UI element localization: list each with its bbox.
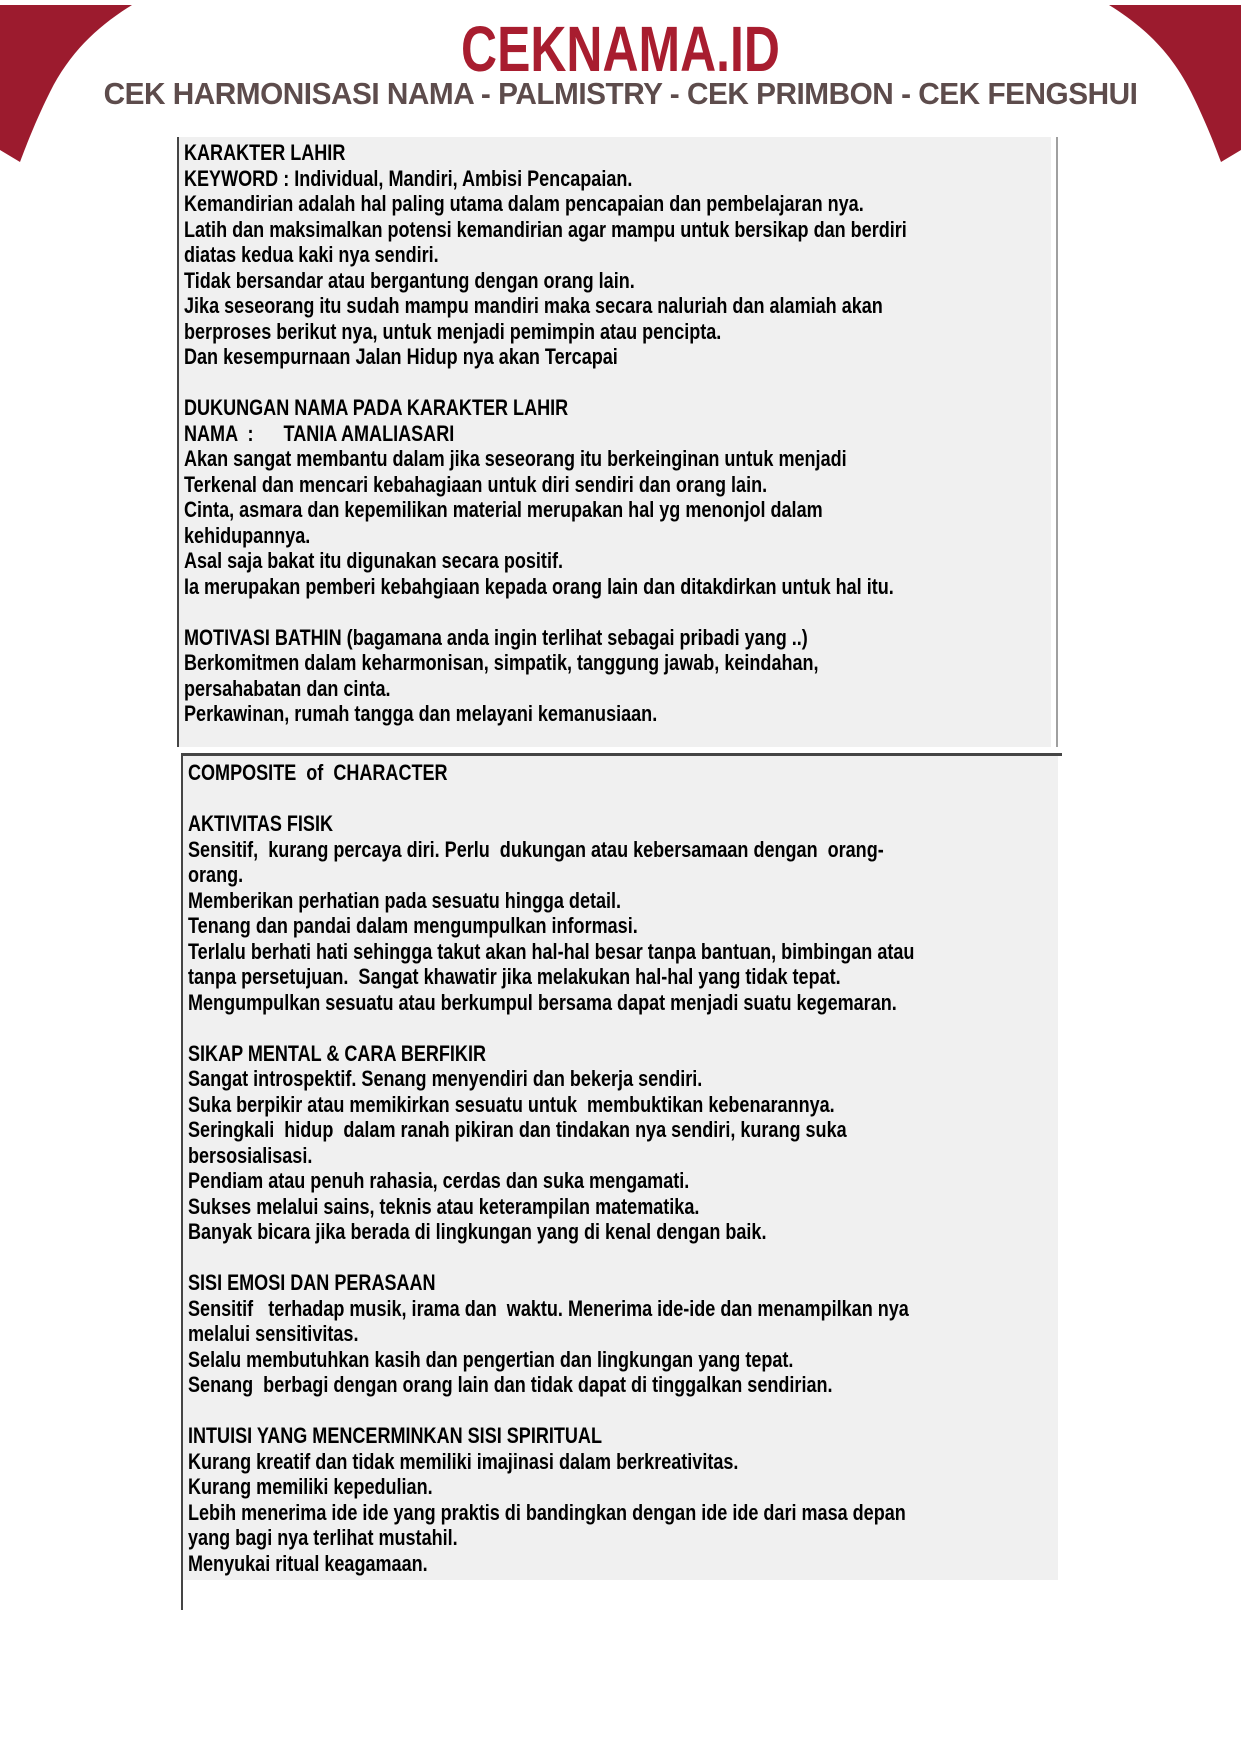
text-line: Terlalu berhati hati sehingga takut akan hal-hal besar tanpa bantuan, bimbingan atau [188, 938, 915, 964]
panel-composite-of-character [181, 753, 1062, 1610]
text-line: Sangat introspektif. Senang menyendiri dan bekerja sendiri. [188, 1066, 703, 1091]
text-line: Selalu membutuhkan kasih dan pengertian dan lingkungan yang tepat. [188, 1346, 794, 1372]
text-line: SISI EMOSI DAN PERASAAN [188, 1270, 436, 1295]
text-line: Kurang kreatif dan tidak memiliki imajinasi dalam berkreativitas. [188, 1448, 739, 1474]
text-line: MOTIVASI BATHIN (bagamana anda ingin terlihat sebagai pribadi yang ..) [184, 624, 808, 650]
text-line: Dan kesempurnaan Jalan Hidup nya akan Tercapai [184, 344, 618, 369]
text-line: persahabatan dan cinta. [184, 675, 391, 701]
text-line: Ia merupakan pemberi kebahgiaan kepada orang lain dan ditakdirkan untuk hal itu. [184, 573, 894, 599]
text-line: Seringkali hidup dalam ranah pikiran dan tindakan nya sendiri, kurang suka [188, 1117, 847, 1142]
text-line: bersosialisasi. [188, 1142, 313, 1168]
panel-karakter-lahir [177, 137, 1058, 747]
text-line: Akan sangat membantu dalam jika seseorang itu berkeinginan untuk menjadi [184, 446, 847, 471]
text-line: KARAKTER LAHIR [184, 140, 346, 165]
site-subtitle: CEK HARMONISASI NAMA - PALMISTRY - CEK PRIMBON - CEK FENGSHUI [103, 76, 1138, 111]
text-line: NAMA : TANIA AMALIASARI [184, 420, 455, 446]
text-line: Latih dan maksimalkan potensi kemandirian agar mampu untuk bersikap dan berdiri [184, 216, 907, 242]
text-line: yang bagi nya terlihat mustahil. [188, 1525, 458, 1550]
text-line: diatas kedua kaki nya sendiri. [184, 242, 439, 267]
text-line: Sensitif, kurang percaya diri. Perlu dukungan atau kebersamaan dengan orang- [188, 836, 884, 862]
text-line: berproses berikut nya, untuk menjadi pemimpin atau pencipta. [184, 318, 722, 344]
text-line [188, 1398, 898, 1424]
text-line: DUKUNGAN NAMA PADA KARAKTER LAHIR [184, 395, 569, 420]
text-line [188, 786, 898, 812]
text-line: Sensitif terhadap musik, irama dan waktu. Menerima ide-ide dan menampilkan nya [188, 1295, 909, 1321]
text-line: tanpa persetujuan. Sangat khawatir jika melakukan hal-hal yang tidak tepat. [188, 964, 841, 989]
text-line: Suka berpikir atau memikirkan sesuatu untuk membuktikan kebenarannya. [188, 1091, 835, 1117]
text-line: Asal saja bakat itu digunakan secara positif. [184, 548, 563, 573]
text-line: Sukses melalui sains, teknis atau keterampilan matematika. [188, 1193, 700, 1219]
text-line: Banyak bicara jika berada di lingkungan yang di kenal dengan baik. [188, 1219, 767, 1244]
text-line: Senang berbagi dengan orang lain dan tidak dapat di tinggalkan sendirian. [188, 1372, 833, 1397]
panel-karakter-lahir-text [179, 137, 1051, 747]
text-line: Tenang dan pandai dalam mengumpulkan informasi. [188, 913, 638, 938]
text-line: COMPOSITE of CHARACTER [188, 760, 448, 785]
text-line: Jika seseorang itu sudah mampu mandiri maka secara naluriah dan alamiah akan [184, 293, 883, 318]
text-line: Kurang memiliki kepedulian. [188, 1474, 433, 1499]
text-line [184, 599, 892, 625]
text-line: Menyukai ritual keagamaan. [188, 1550, 428, 1576]
text-line: melalui sensitivitas. [188, 1321, 359, 1346]
text-line: Mengumpulkan sesuatu atau berkumpul bersama dapat menjadi suatu kegemaran. [188, 989, 897, 1015]
text-line: orang. [188, 862, 244, 887]
text-line: Memberikan perhatian pada sesuatu hingga detail. [188, 887, 622, 913]
text-line: Kemandirian adalah hal paling utama dalam pencapaian dan pembelajaran nya. [184, 191, 864, 216]
site-title: CEKNAMA.ID [461, 13, 780, 85]
text-line: Berkomitmen dalam keharmonisan, simpatik, tanggung jawab, keindahan, [184, 650, 819, 675]
text-line [188, 1015, 898, 1041]
text-line: Cinta, asmara dan kepemilikan material merupakan hal yg menonjol dalam [184, 497, 823, 522]
text-line: AKTIVITAS FISIK [188, 811, 333, 836]
text-line: kehidupannya. [184, 522, 311, 548]
text-line: Lebih menerima ide ide yang praktis di bandingkan dengan ide ide dari masa depan [188, 1499, 906, 1525]
text-line: Terkenal dan mencari kebahagiaan untuk diri sendiri dan orang lain. [184, 471, 768, 497]
text-line [188, 1245, 898, 1271]
text-line: Tidak bersandar atau bergantung dengan orang lain. [184, 267, 635, 293]
text-line [184, 370, 892, 396]
text-line: KEYWORD : Individual, Mandiri, Ambisi Pencapaian. [184, 165, 633, 191]
panel-composite-of-character-text [183, 756, 1058, 1580]
text-line: Pendiam atau penuh rahasia, cerdas dan suka mengamati. [188, 1168, 690, 1193]
text-line: Perkawinan, rumah tangga dan melayani kemanusiaan. [184, 701, 658, 726]
text-line: SIKAP MENTAL & CARA BERFIKIR [188, 1040, 487, 1066]
text-line: INTUISI YANG MENCERMINKAN SISI SPIRITUAL [188, 1423, 602, 1448]
